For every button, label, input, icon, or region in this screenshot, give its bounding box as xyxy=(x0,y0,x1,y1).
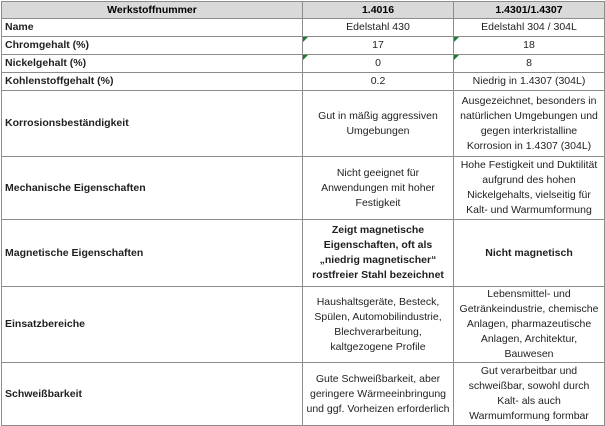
table-row xyxy=(2,55,605,73)
cell-1-4301[interactable]: Lebensmittel- und Getränkeindustrie, chemische Anlagen, pharmazeutische Anlagen, Architektur, Bauwesen xyxy=(454,287,605,363)
table-row xyxy=(2,287,605,363)
row-label[interactable]: Nickelgehalt (%) xyxy=(2,55,303,73)
cell-1-4301[interactable]: Nicht magnetisch xyxy=(454,220,605,287)
cell-1-4016[interactable]: Haushaltsgeräte, Besteck, Spülen, Automobilindustrie, Blechverarbeitung, kaltgezogene Profile xyxy=(303,287,454,363)
cell-1-4016[interactable]: 17 xyxy=(303,37,454,55)
cell-1-4301[interactable]: 8 xyxy=(454,55,605,73)
row-label[interactable]: Magnetische Eigenschaften xyxy=(2,220,303,287)
cell-1-4016[interactable]: 0 xyxy=(303,55,454,73)
cell-1-4301[interactable]: Niedrig in 1.4307 (304L) xyxy=(454,73,605,91)
row-label[interactable]: Kohlenstoffgehalt (%) xyxy=(2,73,303,91)
header-cell-1-4016[interactable]: 1.4016 xyxy=(303,2,454,19)
cell-1-4016[interactable]: Gut in mäßig aggressiven Umgebungen xyxy=(303,91,454,157)
row-label[interactable]: Schweißbarkeit xyxy=(2,363,303,426)
header-cell-werkstoffnummer[interactable]: Werkstoffnummer xyxy=(2,2,303,19)
row-label[interactable]: Einsatzbereiche xyxy=(2,287,303,363)
cell-1-4016[interactable]: Nicht geeignet für Anwendungen mit hoher Festigkeit xyxy=(303,157,454,220)
table-row xyxy=(2,363,605,426)
cell-1-4301[interactable]: Hohe Festigkeit und Duktilität aufgrund des hohen Nickelgehalts, vielseitig für Kalt- und Warmumformung xyxy=(454,157,605,220)
cell-1-4016[interactable]: Zeigt magnetische Eigenschaften, oft als „niedrig magnetischer“ rostfreier Stahl bezeichnet xyxy=(303,220,454,287)
comparison-table xyxy=(1,1,605,426)
comment-marker-icon xyxy=(303,55,308,60)
header-row xyxy=(2,2,605,19)
cell-1-4016[interactable]: Edelstahl 430 xyxy=(303,19,454,37)
cell-1-4301[interactable]: 18 xyxy=(454,37,605,55)
cell-1-4301[interactable]: Gut verarbeitbar und schweißbar, sowohl durch Kalt- als auch Warmumformung formbar xyxy=(454,363,605,426)
row-label[interactable]: Name xyxy=(2,19,303,37)
table-row xyxy=(2,37,605,55)
table-row xyxy=(2,157,605,220)
cell-1-4301[interactable]: Ausgezeichnet, besonders in natürlichen Umgebungen und gegen interkristalline Korrosion in 1.4307 (304L) xyxy=(454,91,605,157)
comment-marker-icon xyxy=(454,37,459,42)
table-row xyxy=(2,220,605,287)
header-cell-1-4301[interactable]: 1.4301/1.4307 xyxy=(454,2,605,19)
comment-marker-icon xyxy=(303,37,308,42)
cell-1-4016[interactable]: 0.2 xyxy=(303,73,454,91)
row-label[interactable]: Mechanische Eigenschaften xyxy=(2,157,303,220)
table-row xyxy=(2,19,605,37)
table-row xyxy=(2,91,605,157)
cell-1-4301[interactable]: Edelstahl 304 / 304L xyxy=(454,19,605,37)
row-label[interactable]: Korrosionsbeständigkeit xyxy=(2,91,303,157)
comment-marker-icon xyxy=(454,55,459,60)
row-label[interactable]: Chromgehalt (%) xyxy=(2,37,303,55)
table-row xyxy=(2,73,605,91)
cell-1-4016[interactable]: Gute Schweißbarkeit, aber geringere Wärmeeinbringung und ggf. Vorheizen erforderlich xyxy=(303,363,454,426)
